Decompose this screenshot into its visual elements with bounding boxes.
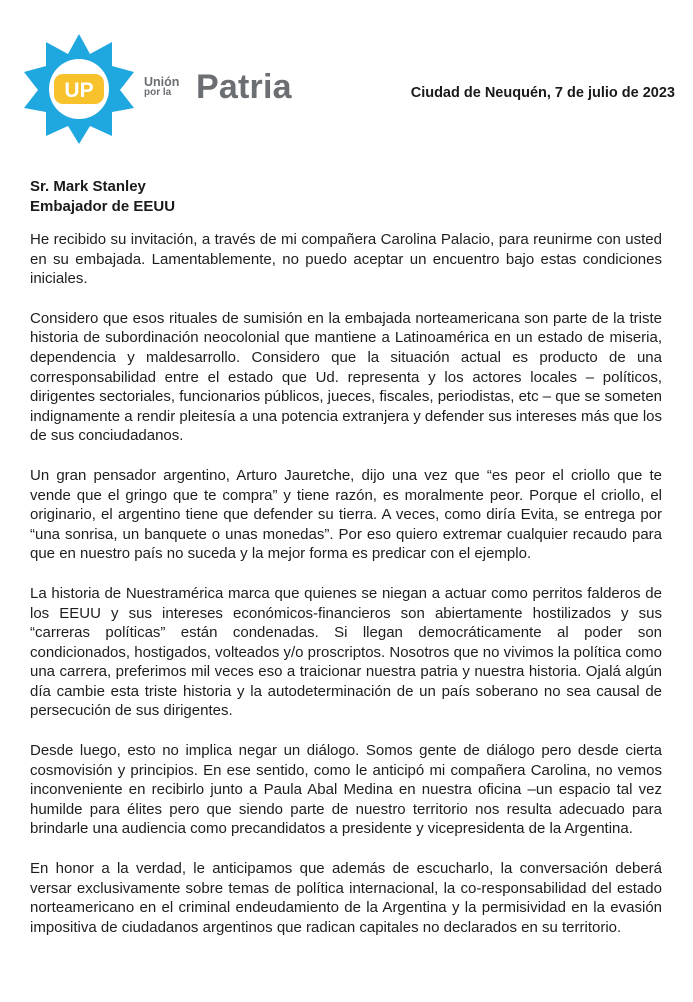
logo-big-word: Patria (196, 68, 292, 106)
paragraph: La historia de Nuestramérica marca que quienes se niegan a actuar como perritos falderos de los EEUU y sus intereses económicos-financieros son abiertamente hostilizados y sus “carreras políticas” están condenadas. Si llegan democráticamente al poder son condicionados, hostigados, volteados y/o proscriptos. Nosotros que no vivimos la política como una carrera, preferimos mil veces eso a traicionar nuestra patria y nuestra historia. Ojalá algún día cambie esta triste historia y la autodeterminación de un país soberano no sea causal de persecución de sus dirigentes. (30, 584, 662, 720)
letterhead (0, 0, 693, 150)
logo-small-line2: por la (144, 87, 172, 98)
addressee-block (30, 177, 175, 217)
dateline: Ciudad de Neuquén, 7 de julio de 2023 (410, 85, 675, 101)
paragraph: Un gran pensador argentino, Arturo Jauretche, dijo una vez que “es peor el criollo que te vende que el gringo que te compra” y tiene razón, es moralmente peor. Porque el criollo, el originario, el argentino tiene que defender su tierra. A veces, como diría Evita, se entrega por “una sonrisa, un banquete o unas monedas”. Por eso quiero extremar cualquier recaudo para que en nuestro país no suceda y la mejor forma es predicar con el ejemplo. (30, 466, 662, 563)
union-por-la-patria-logo-icon (20, 32, 138, 144)
letter-body (30, 230, 662, 957)
logo-badge-text: UP (64, 79, 94, 102)
logo-small-text (144, 76, 198, 98)
paragraph: Desde luego, esto no implica negar un diálogo. Somos gente de diálogo pero desde cierta cosmovisión y principios. En ese sentido, como le anticipó mi compañera Carolina, no vemos inconveniente en recibirlo junto a Paula Abal Medina en nuestra oficina –un espacio tal vez humilde para élites pero que siendo parte de nuestro territorio nos resulta adecuado para brindarle una audiencia como precandidatos a presidente y vicepresidenta de la Argentina. (30, 742, 662, 838)
paragraph: En honor a la verdad, le anticipamos que además de escucharlo, la conversación deberá versar exclusivamente sobre temas de política internacional, la co-responsabilidad del estado norteamericano en el criminal endeudamiento de la Argentina y la permisividad en la evasión impositiva de ciudadanos argentinos que radican capitales no declarados en su territorio. (30, 860, 662, 936)
logo-small-line1: Unión (144, 75, 180, 89)
addressee-name: Sr. Mark Stanley (30, 178, 146, 195)
paragraph: Considero que esos rituales de sumisión en la embajada norteamericana son parte de la triste historia de subordinación neocolonial que mantiene a Latinoamérica en un estado de miseria, dependencia y maldesarrollo. Considero que la situación actual es producto de una corresponsabilidad entre el estado que Ud. representa y los actores locales – políticos, dirigentes sectoriales, funcionarios públicos, jueces, fiscales, periodistas, etc – que se someten indignamente a rendir pleitesía a una potencia extranjera y defender sus intereses más que los de sus conciudadanos. (30, 309, 662, 445)
addressee-title: Embajador de EEUU (30, 198, 176, 215)
paragraph: He recibido su invitación, a través de mi compañera Carolina Palacio, para reunirme con usted en su embajada. Lamentablemente, no puedo aceptar un encuentro bajo estas condiciones iniciales. (30, 231, 662, 288)
